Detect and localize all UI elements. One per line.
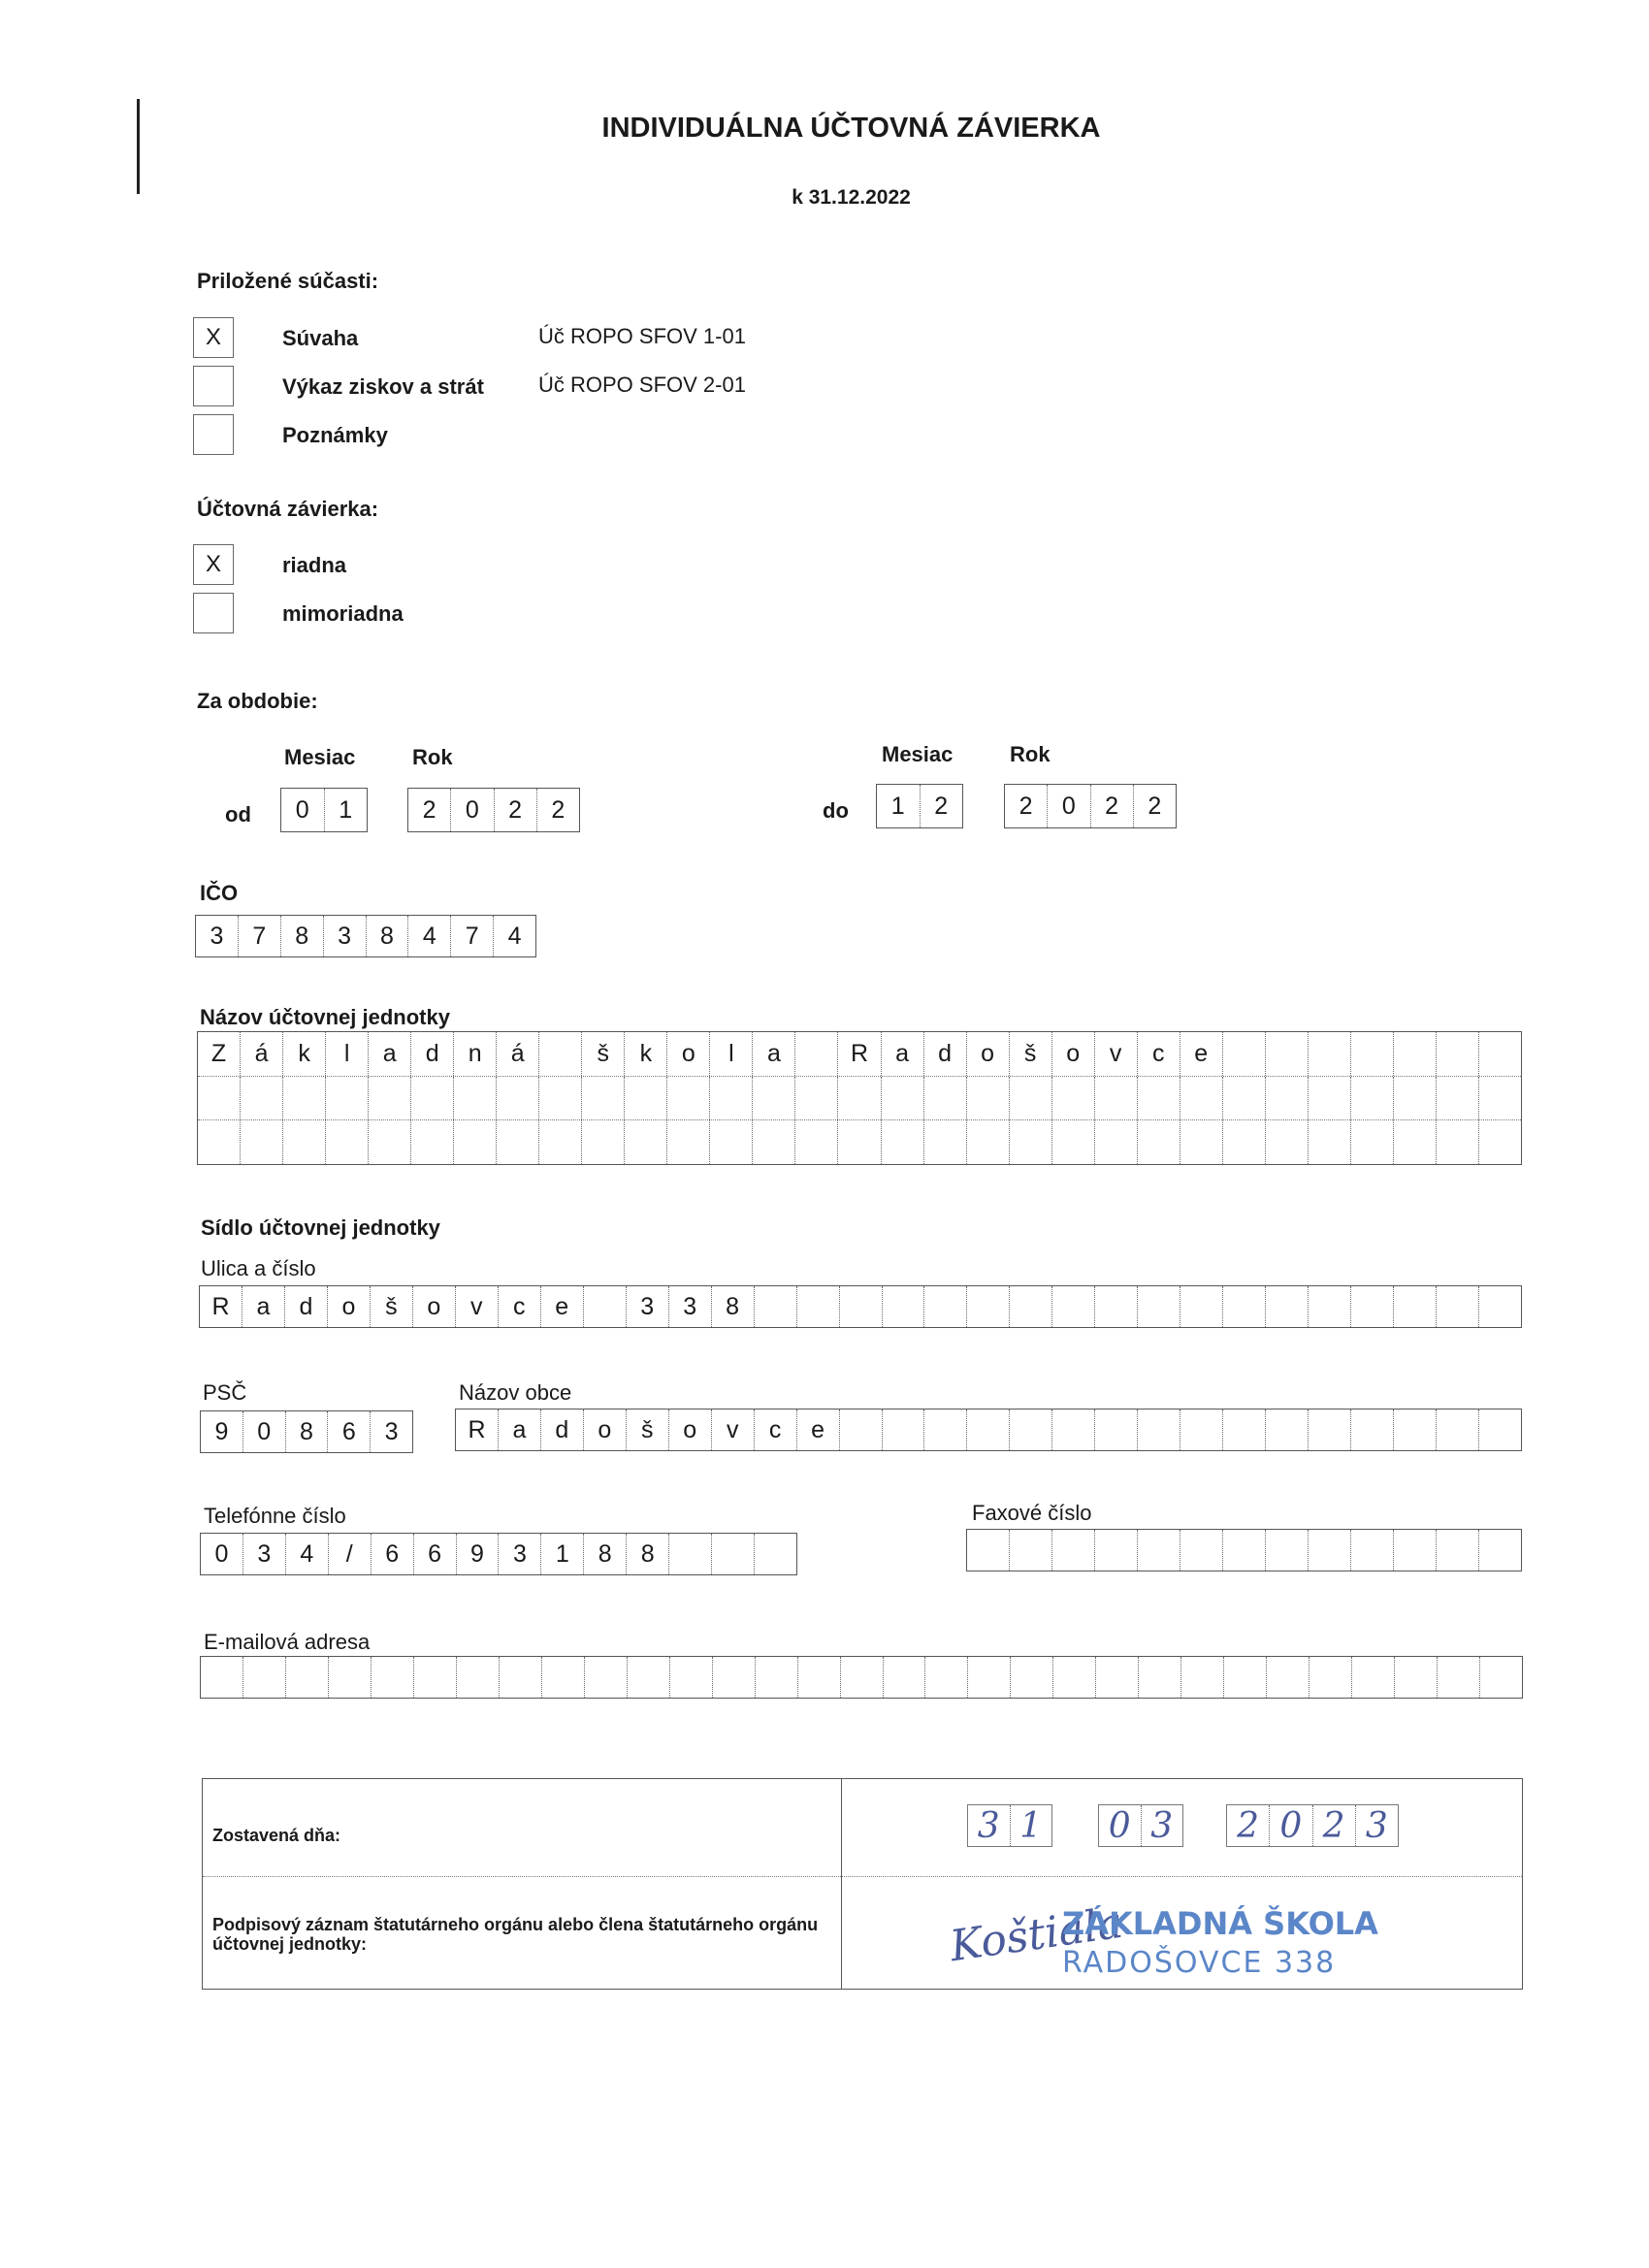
char-cell: l — [326, 1032, 369, 1076]
char-cell: d — [411, 1032, 454, 1076]
char-cell — [201, 1657, 243, 1698]
digit-cell: 3 — [1150, 1805, 1174, 1846]
char-cell — [1180, 1286, 1223, 1327]
zip-field[interactable] — [200, 1410, 413, 1453]
char-cell — [582, 1120, 625, 1164]
char-cell — [539, 1120, 582, 1164]
char-cell — [1052, 1409, 1095, 1450]
char-cell: Z — [198, 1032, 241, 1076]
digit-cell: 0 — [1270, 1805, 1312, 1846]
char-cell — [1095, 1530, 1138, 1571]
char-cell — [882, 1120, 924, 1164]
char-cell — [542, 1657, 585, 1698]
char-cell: 0 — [243, 1411, 286, 1452]
char-cell — [1095, 1286, 1138, 1327]
char-cell — [795, 1077, 838, 1120]
statement-riadna-label: riadna — [282, 553, 347, 577]
char-row — [198, 1077, 1521, 1121]
char-cell — [1180, 1409, 1223, 1450]
char-cell — [1351, 1120, 1394, 1164]
digit-cell: 0 — [451, 789, 494, 831]
char-cell — [1395, 1657, 1438, 1698]
char-cell: 8 — [281, 916, 324, 956]
char-cell — [755, 1534, 796, 1574]
char-cell — [1309, 1530, 1351, 1571]
char-cell: d — [541, 1409, 584, 1450]
stamp-line-1: ZÁKLADNÁ ŠKOLA — [1062, 1905, 1378, 1942]
char-cell — [1480, 1657, 1522, 1698]
char-cell: c — [755, 1409, 797, 1450]
char-cell — [1223, 1120, 1266, 1164]
char-cell — [1180, 1120, 1223, 1164]
signature-table — [202, 1778, 1523, 1990]
char-cell — [1138, 1120, 1180, 1164]
char-cell — [1351, 1077, 1394, 1120]
attachment-label-suvaha: Súvaha — [282, 326, 359, 350]
char-cell: 7 — [451, 916, 494, 956]
ico-field[interactable] — [195, 915, 536, 957]
char-cell — [967, 1120, 1010, 1164]
char-cell — [1309, 1120, 1351, 1164]
char-cell: e — [1180, 1032, 1223, 1076]
char-cell: á — [241, 1032, 283, 1076]
char-cell — [840, 1286, 883, 1327]
char-cell — [628, 1657, 670, 1698]
digit-cell: 0 — [1099, 1805, 1142, 1846]
char-cell — [1351, 1032, 1394, 1076]
char-cell — [1223, 1286, 1266, 1327]
digit-cell: 1 — [1019, 1805, 1043, 1846]
char-cell — [667, 1120, 710, 1164]
char-cell — [1479, 1530, 1521, 1571]
checkbox-vykaz[interactable] — [193, 366, 234, 406]
char-row — [198, 1032, 1521, 1077]
char-cell — [1010, 1077, 1052, 1120]
char-cell — [924, 1120, 967, 1164]
char-cell: o — [328, 1286, 371, 1327]
char-cell — [283, 1077, 326, 1120]
char-cell: v — [712, 1409, 755, 1450]
stamp-line-2: RADOŠOVCE 338 — [1062, 1946, 1337, 1980]
attachments-label: Priložené súčasti: — [197, 269, 379, 293]
fax-field[interactable] — [966, 1529, 1522, 1571]
char-cell — [1437, 1530, 1479, 1571]
attachment-label-vykaz: Výkaz ziskov a strát — [282, 374, 484, 399]
char-cell — [1309, 1077, 1351, 1120]
char-cell — [1096, 1657, 1139, 1698]
char-cell — [539, 1077, 582, 1120]
divider — [841, 1779, 842, 1989]
char-cell — [411, 1077, 454, 1120]
char-cell: d — [924, 1032, 967, 1076]
char-cell — [1394, 1409, 1437, 1450]
char-cell — [1394, 1077, 1437, 1120]
char-cell: š — [371, 1286, 413, 1327]
compiled-label: Zostavená dňa: — [212, 1826, 341, 1845]
char-cell: d — [285, 1286, 328, 1327]
signature: Koštiala — [947, 1897, 1126, 1972]
attachment-code-vykaz: Úč ROPO SFOV 2-01 — [538, 373, 746, 397]
char-cell — [497, 1077, 539, 1120]
char-cell: a — [369, 1032, 411, 1076]
char-cell — [755, 1286, 797, 1327]
digit-cell: 3 — [1365, 1805, 1388, 1846]
char-cell — [1479, 1077, 1521, 1120]
char-cell — [1266, 1409, 1309, 1450]
city-field[interactable] — [455, 1409, 1522, 1451]
char-cell: 3 — [669, 1286, 712, 1327]
char-cell: š — [627, 1409, 669, 1450]
char-cell — [882, 1077, 924, 1120]
statement-mimoriadna-label: mimoriadna — [282, 601, 404, 626]
char-cell — [924, 1077, 967, 1120]
char-cell: o — [669, 1409, 712, 1450]
char-cell: o — [967, 1032, 1010, 1076]
digit-cell: 2 — [934, 792, 949, 820]
char-cell: k — [283, 1032, 326, 1076]
char-cell — [283, 1120, 326, 1164]
char-cell — [369, 1077, 411, 1120]
phone-field[interactable] — [200, 1533, 797, 1575]
char-cell: 8 — [286, 1411, 329, 1452]
statement-label: Účtovná závierka: — [197, 497, 379, 521]
char-cell: e — [797, 1409, 840, 1450]
from-month-field[interactable] — [280, 788, 368, 832]
char-cell: 8 — [367, 916, 409, 956]
char-cell — [1053, 1657, 1096, 1698]
char-cell: š — [1010, 1032, 1052, 1076]
char-cell: a — [499, 1409, 541, 1450]
digit-cell: 1 — [339, 795, 353, 824]
char-cell — [369, 1120, 411, 1164]
char-cell — [1010, 1120, 1052, 1164]
char-cell — [841, 1657, 884, 1698]
char-cell: o — [667, 1032, 710, 1076]
char-cell — [1224, 1657, 1267, 1698]
char-cell — [1138, 1286, 1180, 1327]
char-cell — [1479, 1286, 1521, 1327]
char-cell — [411, 1120, 454, 1164]
phone-label: Telefónne číslo — [204, 1504, 346, 1528]
char-cell: 3 — [243, 1534, 286, 1574]
to-year-label: Rok — [1010, 742, 1051, 766]
char-cell: / — [329, 1534, 372, 1574]
char-cell — [1138, 1409, 1180, 1450]
char-cell — [1223, 1530, 1266, 1571]
char-cell — [710, 1120, 753, 1164]
char-cell: R — [838, 1032, 881, 1076]
char-cell — [1437, 1409, 1479, 1450]
char-cell — [329, 1657, 372, 1698]
char-cell: 8 — [584, 1534, 627, 1574]
char-cell — [241, 1120, 283, 1164]
char-cell: š — [582, 1032, 625, 1076]
char-cell — [1394, 1530, 1437, 1571]
char-row — [198, 1120, 1521, 1164]
digit-cell: 0 — [1048, 785, 1090, 827]
char-cell: 0 — [201, 1534, 243, 1574]
char-cell: l — [710, 1032, 753, 1076]
char-cell — [585, 1657, 628, 1698]
char-cell — [1479, 1409, 1521, 1450]
attachment-label-poznamky: Poznámky — [282, 423, 388, 447]
char-cell — [457, 1657, 500, 1698]
ico-label: IČO — [200, 881, 239, 905]
char-cell — [241, 1077, 283, 1120]
char-cell — [795, 1120, 838, 1164]
char-cell — [797, 1286, 840, 1327]
char-cell — [1223, 1409, 1266, 1450]
checkbox-suvaha[interactable]: X — [193, 317, 234, 358]
char-cell — [1138, 1077, 1180, 1120]
digit-cell: 2 — [495, 789, 537, 831]
char-cell — [1095, 1077, 1138, 1120]
char-cell — [798, 1657, 841, 1698]
fax-label: Faxové číslo — [972, 1501, 1092, 1525]
to-month-label: Mesiac — [882, 742, 954, 766]
char-cell — [1266, 1120, 1309, 1164]
char-cell — [838, 1120, 881, 1164]
char-cell — [1010, 1409, 1052, 1450]
from-year-field[interactable] — [407, 788, 580, 832]
char-cell — [1266, 1286, 1309, 1327]
char-cell — [1095, 1120, 1138, 1164]
char-cell — [1479, 1120, 1521, 1164]
char-cell — [625, 1120, 667, 1164]
char-cell — [967, 1409, 1010, 1450]
char-cell — [753, 1077, 795, 1120]
digit-cell: 2 — [1005, 785, 1048, 827]
digit-cell: 2 — [551, 795, 566, 824]
char-cell — [712, 1534, 755, 1574]
char-cell — [669, 1534, 712, 1574]
char-cell: 6 — [414, 1534, 457, 1574]
compiled-day-field[interactable] — [967, 1804, 1052, 1847]
compiled-month-field[interactable] — [1098, 1804, 1183, 1847]
char-cell — [840, 1409, 883, 1450]
char-cell — [1267, 1657, 1310, 1698]
char-cell: á — [497, 1032, 539, 1076]
char-cell: n — [454, 1032, 497, 1076]
char-cell — [326, 1077, 369, 1120]
char-cell — [1052, 1286, 1095, 1327]
digit-cell: 2 — [1227, 1805, 1270, 1846]
char-cell: 6 — [328, 1411, 371, 1452]
char-cell — [1394, 1032, 1437, 1076]
zip-label: PSČ — [203, 1380, 247, 1405]
period-label: Za obdobie: — [197, 689, 318, 713]
digit-cell: 2 — [408, 789, 451, 831]
char-cell: c — [1138, 1032, 1180, 1076]
char-cell — [1352, 1657, 1395, 1698]
digit-cell: 2 — [1091, 785, 1134, 827]
digit-cell: 2 — [1313, 1805, 1356, 1846]
char-cell — [924, 1409, 967, 1450]
char-cell — [1266, 1077, 1309, 1120]
char-cell — [454, 1120, 497, 1164]
digit-cell: 3 — [968, 1805, 1011, 1846]
street-label: Ulica a číslo — [201, 1256, 316, 1280]
char-cell — [1180, 1077, 1223, 1120]
char-cell: 3 — [196, 916, 239, 956]
char-cell: 4 — [408, 916, 451, 956]
char-cell: 9 — [457, 1534, 500, 1574]
char-cell — [1310, 1657, 1352, 1698]
char-cell — [884, 1657, 926, 1698]
street-field[interactable] — [199, 1285, 1522, 1328]
char-cell — [584, 1286, 627, 1327]
email-field[interactable] — [200, 1656, 1523, 1699]
char-cell: 1 — [541, 1534, 584, 1574]
char-cell: a — [753, 1032, 795, 1076]
from-label: od — [225, 802, 251, 826]
char-cell — [1095, 1409, 1138, 1450]
char-cell — [1437, 1286, 1479, 1327]
char-cell — [1309, 1286, 1351, 1327]
char-cell — [1180, 1530, 1223, 1571]
char-cell — [582, 1077, 625, 1120]
char-cell — [326, 1120, 369, 1164]
page-title: INDIVIDUÁLNA ÚČTOVNÁ ZÁVIERKA — [601, 113, 1101, 144]
char-cell: 3 — [324, 916, 367, 956]
char-cell — [1138, 1530, 1180, 1571]
char-cell — [1437, 1032, 1479, 1076]
char-cell: R — [200, 1286, 242, 1327]
char-cell: o — [584, 1409, 627, 1450]
char-cell — [539, 1032, 582, 1076]
char-cell — [967, 1077, 1010, 1120]
char-cell — [1438, 1657, 1480, 1698]
char-cell — [1266, 1530, 1309, 1571]
char-cell — [925, 1657, 968, 1698]
checkbox-mimoriadna[interactable] — [193, 593, 234, 633]
char-cell — [414, 1657, 457, 1698]
char-cell — [500, 1657, 542, 1698]
char-cell — [1309, 1409, 1351, 1450]
char-cell — [1351, 1530, 1394, 1571]
char-cell — [710, 1077, 753, 1120]
char-cell — [713, 1657, 756, 1698]
char-cell — [497, 1120, 539, 1164]
char-cell — [924, 1286, 967, 1327]
city-label: Názov obce — [459, 1380, 572, 1405]
char-cell — [286, 1657, 329, 1698]
char-cell — [667, 1077, 710, 1120]
char-cell — [198, 1120, 241, 1164]
char-cell: k — [625, 1032, 667, 1076]
char-cell — [243, 1657, 286, 1698]
char-cell — [1223, 1032, 1266, 1076]
char-cell — [838, 1077, 881, 1120]
char-cell: c — [499, 1286, 541, 1327]
signature-label: Podpisový záznam štatutárneho orgánu alebo člena štatutárneho orgánu účtovnej jednotky: — [212, 1915, 819, 1954]
char-cell — [968, 1657, 1011, 1698]
char-cell — [372, 1657, 414, 1698]
char-cell — [967, 1286, 1010, 1327]
char-cell: 3 — [384, 1417, 399, 1445]
char-cell — [454, 1077, 497, 1120]
char-cell — [1266, 1032, 1309, 1076]
char-cell — [1309, 1032, 1351, 1076]
char-cell — [1052, 1120, 1095, 1164]
char-cell — [1010, 1286, 1052, 1327]
char-cell — [1479, 1032, 1521, 1076]
char-cell: 7 — [239, 916, 281, 956]
to-label: do — [823, 798, 849, 823]
char-cell: 8 — [712, 1286, 755, 1327]
char-cell — [883, 1409, 925, 1450]
char-cell — [1052, 1077, 1095, 1120]
char-cell: 4 — [507, 922, 522, 950]
char-cell: a — [882, 1032, 924, 1076]
char-cell: o — [413, 1286, 456, 1327]
checkbox-poznamky[interactable] — [193, 414, 234, 455]
char-cell — [753, 1120, 795, 1164]
char-cell — [670, 1657, 713, 1698]
char-cell — [1010, 1530, 1052, 1571]
char-cell — [1351, 1409, 1394, 1450]
char-cell: 3 — [627, 1286, 669, 1327]
address-label: Sídlo účtovnej jednotky — [201, 1215, 440, 1240]
from-month-label: Mesiac — [284, 745, 356, 769]
digit-cell: 2 — [1148, 792, 1162, 820]
char-cell: 6 — [372, 1534, 414, 1574]
report-date: k 31.12.2022 — [792, 186, 911, 209]
unit-name-label: Názov účtovnej jednotky — [200, 1005, 450, 1029]
char-cell — [1437, 1077, 1479, 1120]
email-label: E-mailová adresa — [204, 1630, 371, 1654]
divider — [203, 1876, 1522, 1877]
digit-cell: 1 — [877, 785, 921, 827]
char-cell — [1223, 1077, 1266, 1120]
char-cell: R — [456, 1409, 499, 1450]
to-month-field[interactable] — [876, 784, 963, 828]
char-cell — [795, 1032, 838, 1076]
compiled-year-field[interactable] — [1226, 1804, 1399, 1847]
unit-name-field[interactable] — [197, 1031, 1522, 1165]
char-cell — [625, 1077, 667, 1120]
checkbox-riadna[interactable]: X — [193, 544, 234, 585]
char-cell — [1011, 1657, 1053, 1698]
char-cell — [883, 1286, 925, 1327]
char-cell — [198, 1077, 241, 1120]
char-cell — [1181, 1657, 1224, 1698]
char-cell — [1052, 1530, 1095, 1571]
char-cell: 4 — [286, 1534, 329, 1574]
char-cell — [1394, 1120, 1437, 1164]
char-cell: v — [456, 1286, 499, 1327]
char-cell — [1394, 1286, 1437, 1327]
char-cell — [1139, 1657, 1181, 1698]
to-year-field[interactable] — [1004, 784, 1177, 828]
digit-cell: 0 — [281, 789, 325, 831]
char-cell: e — [541, 1286, 584, 1327]
char-cell — [1351, 1286, 1394, 1327]
char-cell: 3 — [499, 1534, 541, 1574]
char-cell: o — [1052, 1032, 1095, 1076]
from-year-label: Rok — [412, 745, 453, 769]
char-cell: 9 — [201, 1411, 243, 1452]
attachment-code-suvaha: Úč ROPO SFOV 1-01 — [538, 324, 746, 348]
char-cell: v — [1095, 1032, 1138, 1076]
char-cell: a — [242, 1286, 285, 1327]
char-cell: 8 — [627, 1534, 669, 1574]
char-cell — [1437, 1120, 1479, 1164]
char-cell — [756, 1657, 798, 1698]
char-cell — [967, 1530, 1010, 1571]
